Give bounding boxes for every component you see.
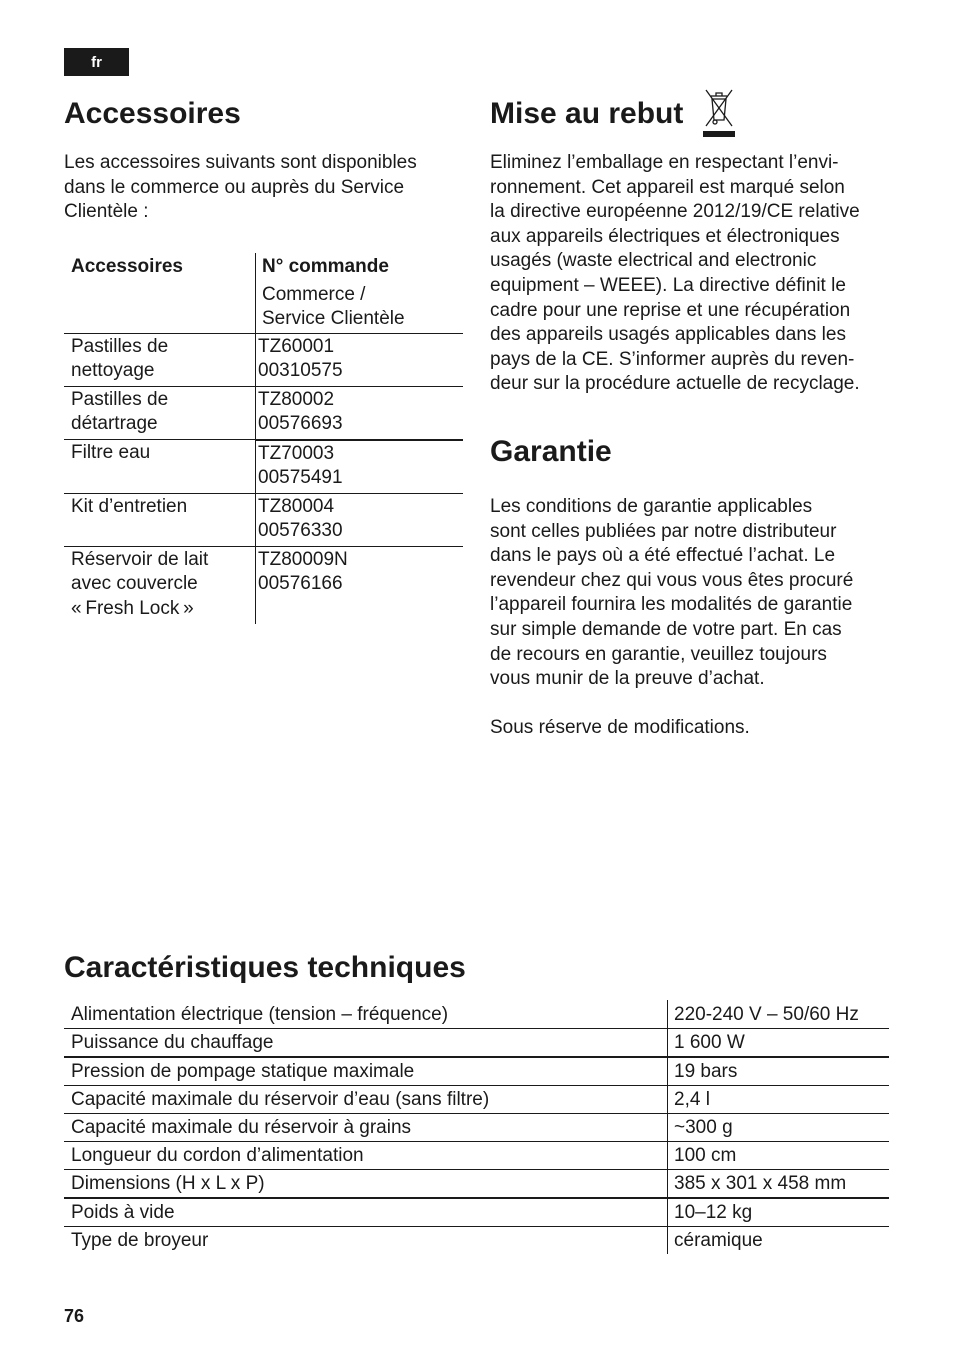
spec-value: 19 bars (668, 1057, 890, 1086)
text-line: de recours en garantie, veuillez toujours (490, 643, 827, 665)
accessory-name: Filtre eau (71, 442, 151, 463)
text-line: dans le pays où a été effectué l’achat. Le (490, 545, 836, 567)
disposal-text (490, 151, 900, 397)
order-number-label: N° commande (262, 256, 389, 277)
order-code: 00310575 (258, 360, 343, 381)
accessories-intro: Les accessoires suivants sont disponibles dans le commerce ou auprès du Service Clientèle : (64, 152, 417, 223)
table-row (64, 1029, 889, 1058)
text-line: usagés (waste electrical and electronic (490, 250, 817, 272)
accessory-name: « Fresh Lock » (71, 597, 194, 619)
spec-value: 100 cm (668, 1142, 890, 1170)
order-code: TZ70003 (258, 442, 335, 464)
accessory-name: nettoyage (71, 360, 155, 381)
text-line: deur sur la procédure actuelle de recyclage. (490, 373, 860, 395)
accessory-name: Pastilles de (71, 388, 169, 410)
table-row (64, 1114, 889, 1142)
text-line: l’appareil fournira les modalités de garantie (490, 594, 853, 616)
spec-label: Capacité maximale du réservoir d’eau (sans filtre) (64, 1086, 668, 1114)
text-line: aux appareils électriques et électroniques (490, 225, 840, 247)
spec-label: Alimentation électrique (tension – fréquence) (64, 1000, 668, 1029)
specs-table (64, 1000, 889, 1254)
accessory-name: Réservoir de lait (71, 548, 209, 570)
text-line: cadre pour une reprise et une récupération (490, 299, 851, 321)
order-code: 00576166 (258, 573, 343, 594)
text-line: equipment – WEEE). La directive définit le (490, 274, 846, 296)
spec-value: 1 600 W (668, 1029, 890, 1058)
table-row (64, 1198, 889, 1227)
order-code: 00576330 (258, 520, 343, 541)
table-row (64, 1170, 889, 1199)
table-header-row (64, 253, 463, 333)
table-row (64, 1086, 889, 1114)
text-line: des appareils usagés applicables dans les (490, 324, 846, 346)
table-row (64, 440, 463, 494)
table-row (64, 1057, 889, 1086)
disposal-heading: Mise au rebut (490, 97, 684, 130)
col-header-order-number (256, 253, 464, 333)
text-line: revendeur chez qui vous vous êtes procuré (490, 569, 854, 591)
crossed-out-wheelie-bin-icon (702, 88, 736, 138)
spec-label: Type de broyeur (64, 1227, 668, 1255)
spec-value: 220-240 V – 50/60 Hz (674, 1004, 859, 1025)
specs-heading: Caractéristiques techniques (64, 951, 466, 984)
order-code: TZ80009N (258, 548, 348, 570)
text-line: vous munir de la preuve d’achat. (490, 668, 765, 690)
spec-value: 385 x 301 x 458 mm (668, 1170, 890, 1199)
order-subheader-line1: Commerce / (262, 283, 366, 305)
accessory-name: Pastilles de (71, 335, 169, 357)
accessories-heading: Accessoires (64, 97, 241, 130)
spec-value: céramique (668, 1227, 890, 1255)
text-line: sur simple demande de votre part. En cas (490, 618, 842, 640)
table-row (64, 1227, 889, 1255)
order-subheader-line2: Service Clientèle (262, 308, 405, 329)
text-line: ronnement. Cet appareil est marqué selon (490, 176, 845, 198)
warranty-note: Sous réserve de modifications. (490, 717, 750, 738)
spec-label: Dimensions (H x L x P) (64, 1170, 668, 1199)
accessories-table (64, 253, 463, 624)
order-code: TZ60001 (258, 335, 335, 357)
order-code: 00576693 (258, 413, 343, 434)
spec-value: 10–12 kg (668, 1198, 890, 1227)
accessory-name: détartrage (71, 413, 158, 434)
col-header-accessories: Accessoires (64, 253, 256, 333)
spec-label: Pression de pompage statique maximale (64, 1057, 668, 1086)
text-line: Eliminez l’emballage en respectant l’envi- (490, 152, 839, 173)
order-code: TZ80004 (258, 495, 335, 517)
spec-value: ~300 g (668, 1114, 890, 1142)
spec-label: Poids à vide (64, 1198, 668, 1227)
page-number: 76 (64, 1306, 85, 1326)
text-line: la directive européenne 2012/19/CE relative (490, 201, 860, 223)
table-row (64, 333, 463, 386)
accessory-name: avec couvercle (71, 573, 198, 594)
spec-value: 2,4 l (668, 1086, 890, 1114)
text-line: sont celles publiées par notre distributeur (490, 520, 837, 542)
order-code: 00575491 (258, 467, 343, 488)
table-row (64, 1142, 889, 1170)
spec-label: Longueur du cordon d’alimentation (64, 1142, 668, 1170)
text-line: pays de la CE. S’informer auprès du reven- (490, 348, 855, 370)
warranty-heading: Garantie (490, 435, 612, 468)
table-row (64, 386, 463, 440)
table-row (64, 1000, 889, 1029)
accessory-name: Kit d’entretien (71, 495, 188, 517)
spec-label: Capacité maximale du réservoir à grains (64, 1114, 668, 1142)
table-row (64, 493, 463, 546)
table-row (64, 546, 463, 624)
order-code: TZ80002 (258, 388, 335, 410)
text-line: Les conditions de garantie applicables (490, 496, 813, 517)
warranty-text (490, 495, 900, 692)
language-tab: fr (64, 48, 129, 76)
spec-label: Puissance du chauffage (64, 1029, 668, 1058)
